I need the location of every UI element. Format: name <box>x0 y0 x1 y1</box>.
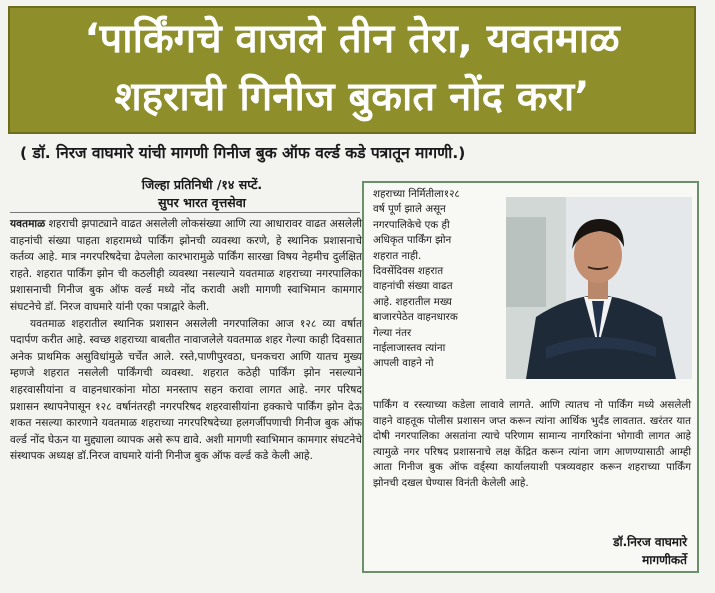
box-line: वाहनांची संख्या वाढत <box>373 280 453 293</box>
portrait-illustration <box>506 197 692 379</box>
box-line: नगरपालिकेचे एक ही <box>373 218 450 231</box>
byline-divider <box>10 212 360 213</box>
signature-name: डॉ.निरज वाघमारे <box>613 535 687 549</box>
headline-line-1: ‘पार्किंगचे वाजले तीन तेरा, यवतमाळ <box>84 16 620 62</box>
byline-agency: सुपर भारत वृत्तसेवा <box>158 195 246 210</box>
box-line: वर्ष पूर्ण झाले असून <box>373 203 446 216</box>
subheadline: ( डॉ. निरज वाघमारे यांची मागणी गिनीज बुक ऑफ वर्ल्ड कडे पत्रातून मागणी.) <box>20 144 466 162</box>
dateline: यवतमाळ <box>10 218 46 230</box>
box-line: दिवसेंदिवस शहरात <box>373 265 444 278</box>
sidebar-box <box>362 181 699 573</box>
portrait-photo <box>506 197 692 379</box>
box-wide-para: पार्किंग व रस्त्याच्या कडेला लावावे लागते. आणि त्यातच नो पार्किंग मध्ये असलेली वाहने वाहतूक पोलीस प्रशासन जप्त करून त्यांना आर्थिक भुर्दंड लावतात. खरंतर यात दोषी नगरपालिका असतांना त्याचे परिणाम सामान्य नागरिकांना भोगावी लागत आहे त्यामुळे नगर परिषद प्रशासनाचे लक्ष केंद्रित करून त्यांना जाग आणण्यासाठी आम्ही आता गिनीज बुक ऑफ वर्ड्स्या कार्यालयाशी पत्रव्यवहार करून शहराच्या पार्किंग झोनची दखल घेण्यास विनंती केलेली आहे. <box>373 399 691 489</box>
byline-correspondent: जिल्हा प्रतिनिधी /१४ सप्टें. <box>141 177 263 192</box>
article-para-2: यवतमाळ शहरातील स्थानिक प्रशासन असलेली नगरपालिका आज १२८ व्या वर्षात पदार्पण करीत आहे. स्वच्छ शहराच्या बाबतीत नावाजलेले यवतमाळ शहर गेल्या काही दिवसात अनेक प्राथमिक असुविधांमुळे चर्चेत आले. रस्ते,पाणीपुरवठा, घनकचरा आणि यातच मुख्य म्हणजे शहरात नसलेली पार्किंगची व्यवस्था. शहरात कठेही पार्किंग झोन नसल्याने शहरवासीयांना व वाहनधारकांना मोठा मनस्ताप सहन करावा लागत आहे. नगर परिषद प्रशासन स्थापनेपासून १२८ वर्षानंतरही नगरपरिषद शहरवासीयांना हक्काचे पार्किंग झोन देऊ शकत नसल्या कारणाने यवतमाळ शहराच्या नगरपरिषदेच्या हलगर्जीपणाची गिनीज बुक ऑफ वर्ल्ड नोंद घेऊन या मुद्द्याला व्यापक असे रूप द्यावे. अशी मागणी स्वाभिमान कामगार संघटनेचे संस्थापक अध्यक्ष डॉ.निरज वाघमारे यांनी गिनीज बुक ऑफ वर्ल्ड कडे केली आहे. <box>10 317 362 463</box>
article-para-1 <box>10 216 362 316</box>
box-line: गेल्या नंतर <box>373 326 412 339</box>
headline-banner <box>8 6 696 134</box>
signature-role: मागणीकर्ते <box>642 553 687 567</box>
box-line: नाईलाजास्तव त्यांना <box>373 342 446 355</box>
box-line: आपली वाहने नो <box>373 357 434 370</box>
adjacent-column-edge <box>701 118 715 588</box>
box-line: शहरात नाही. <box>373 249 422 262</box>
article-para-1-text: शहराची झपाट्याने वाढत असलेली लोकसंख्या आणि त्या आधारावर वाढत असलेली वाहनांची संख्या पाहता शहरामध्ये पार्किंग झोनची व्यवस्था करणे, हे स्थानिक प्रशासनाचे कर्तव्य आहे. मात्र नगरपरिषदेचा ढेपलेला कारभारामुळे पार्किंग सारखा विषय नेहमीच दुर्लक्षित राहते. शहरात पार्किंग झोन ची कठलीही व्यवस्था नसल्याने यवतमाळ शहराच्या नगरपालिका प्रशासनाची गिनीज बुक ऑफ वर्ल्ड मध्ये नोंद करावी अशी मागणी स्वाभिमान कामगार संघटनेचे डॉ. निरज वाघमारे यांनी एका पत्राद्वारे केली. <box>10 218 363 313</box>
box-line: आहे. शहरातील मख्य <box>373 295 452 308</box>
box-line: बाजारपेठेत वाहनधारक <box>373 311 458 324</box>
box-line: शहराच्या निर्मितीला१२८ <box>373 188 460 200</box>
box-wide-text <box>373 398 691 492</box>
box-narrow-text <box>373 187 505 372</box>
box-line: अधिकृत पार्किंग झोन <box>373 234 452 247</box>
article-body <box>10 216 362 465</box>
headline-line-2: शहराची गिनीज बुकात नोंद करा’ <box>114 74 590 120</box>
